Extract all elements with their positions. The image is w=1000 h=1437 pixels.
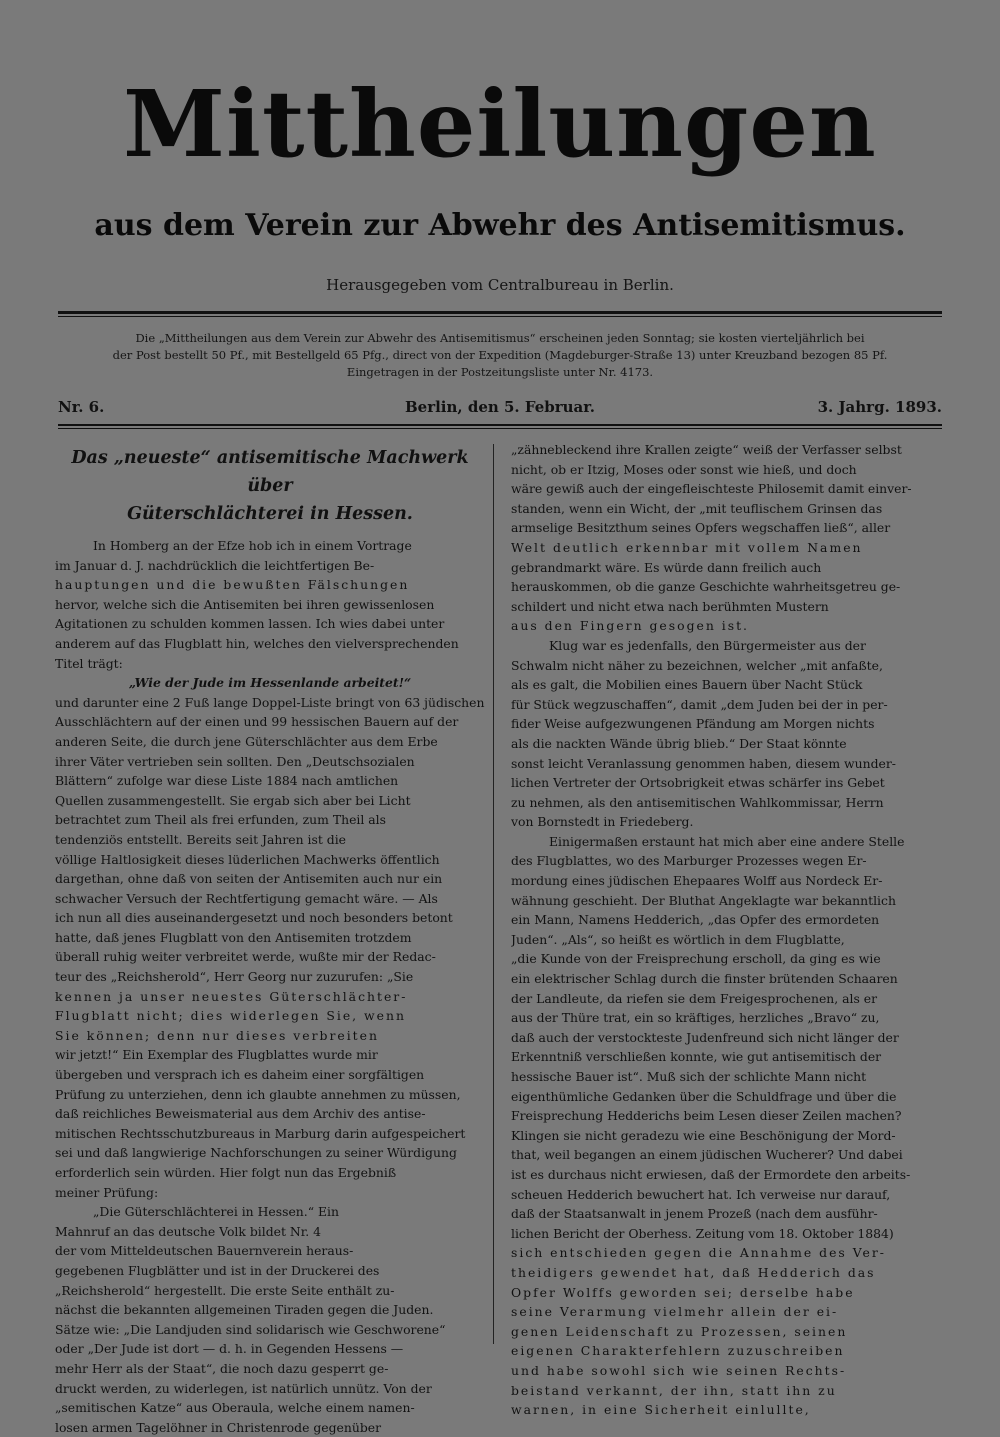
- text-line: „Wie der Jude im Hessenlande arbeitet!“: [128, 675, 412, 691]
- text-line: Quellen zusammengestellt. Sie ergab sich aber bei Licht: [55, 792, 411, 808]
- text-line: im Januar d. J. nachdrücklich die leichtfertigen Be-: [55, 557, 375, 573]
- text-line: Einigermaßen erstaunt hat mich aber eine andere Stelle: [549, 833, 905, 849]
- top-rule-thin: [58, 316, 942, 317]
- issue-rule-thick: [58, 424, 942, 426]
- text-line: warnen, in eine Sicherheit einlullte,: [511, 1402, 811, 1418]
- text-line: aus der Thüre trat, ein so kräftiges, herzliches „Bravo“ zu,: [511, 1010, 880, 1026]
- publisher-line: Herausgegeben vom Centralbureau in Berlin.: [326, 276, 674, 294]
- top-rule-thick: [58, 311, 942, 314]
- text-line: der Landleute, da riefen sie dem Freigesprochenen, als er: [511, 990, 878, 1006]
- text-line: Mahnruf an das deutsche Volk bildet Nr. 4: [55, 1223, 322, 1239]
- text-line: hessische Bauer ist“. Muß sich der schlichte Mann nicht: [511, 1069, 867, 1084]
- masthead-subtitle: aus dem Verein zur Abwehr des Antisemitismus.: [94, 208, 906, 243]
- text-line: betrachtet zum Theil als frei erfunden, zum Theil als: [55, 812, 387, 828]
- text-line: ihrer Väter vertrieben sein sollten. Den „Deutschsozialen: [55, 753, 415, 769]
- text-line: Titel trägt:: [55, 655, 123, 671]
- text-line: armselige Besitzthum seines Opfers wegschaffen ließ“, aller: [511, 520, 891, 536]
- text-line: beistand verkannt, der ihn, statt ihn zu: [511, 1382, 837, 1398]
- issue-number: Nr. 6.: [58, 398, 105, 416]
- text-line: mehr Herr als der Staat“, die noch dazu gesperrt ge-: [55, 1360, 389, 1376]
- text-line: Flugblatt nicht; dies widerlegen Sie, wenn: [55, 1008, 406, 1024]
- text-line: Klingen sie nicht geradezu wie eine Beschönigung der Mord-: [511, 1127, 896, 1143]
- text-line: Ausschlächtern auf der einen und 99 hessischen Bauern auf der: [55, 714, 459, 730]
- text-line: hauptungen und die bewußten Fälschungen: [55, 577, 410, 593]
- text-line: des Flugblattes, wo des Marburger Prozesses wegen Er-: [511, 853, 867, 869]
- text-line: völlige Haltlosigkeit dieses lüderlichen Machwerks öffentlich: [55, 851, 440, 867]
- text-line: Schwalm nicht näher zu bezeichnen, welcher „mit anfaßte,: [511, 657, 883, 673]
- text-line: hatte, daß jenes Flugblatt von den Antisemiten trotzdem: [55, 929, 412, 945]
- text-line: eigenthümliche Gedanken über die Schuldfrage und über die: [511, 1088, 897, 1104]
- text-line: nicht, ob er Itzig, Moses oder sonst wie hieß, und doch: [511, 461, 857, 477]
- right-column-text: [511, 440, 941, 1420]
- text-line: fider Weise aufgezwungenen Pfändung am Morgen nichts: [511, 716, 875, 732]
- subscription-notice: [70, 330, 930, 381]
- column-divider: [493, 444, 494, 1344]
- text-line: ist es durchaus nicht erwiesen, daß der Ermordete den arbeits-: [511, 1166, 911, 1182]
- text-line: scheuen Hedderich bewuchert hat. Ich verweise nur darauf,: [511, 1186, 891, 1202]
- text-line: gegebenen Flugblätter und ist in der Druckerei des: [55, 1262, 380, 1278]
- text-line: erforderlich sein würden. Hier folgt nun das Ergebniß: [55, 1165, 397, 1180]
- text-line: ein Mann, Namens Hedderich, „das Opfer des ermordeten: [511, 912, 880, 928]
- text-line: sei und daß langwierige Nachforschungen zu seiner Würdigung: [55, 1145, 457, 1161]
- notice-line: der Post bestellt 50 Pf., mit Bestellgeld 65 Pfg., direct von der Expedition (Magdeburger-Straße 13) unter Kreuzband bezogen 85 Pf.: [112, 348, 888, 362]
- text-line: Erkenntniß verschließen konnte, wie gut antisemitisch der: [511, 1049, 882, 1065]
- issue-rule-thin: [58, 428, 942, 429]
- text-line: übergeben und versprach ich es daheim einer sorgfältigen: [55, 1067, 425, 1083]
- text-line: In Homberg an der Efze hob ich in einem Vortrage: [93, 538, 412, 553]
- text-line: theidigers gewendet hat, daß Hedderich das: [511, 1264, 876, 1280]
- text-line: tendenziös entstellt. Bereits seit Jahren ist die: [55, 831, 347, 847]
- text-line: seine Verarmung vielmehr allein der ei-: [511, 1304, 839, 1320]
- text-line: meiner Prüfung:: [55, 1184, 159, 1200]
- text-line: sonst leicht Veranlassung genommen haben, diesem wunder-: [511, 755, 896, 771]
- text-line: für Stück wegzuschaffen“, damit „dem Juden bei der in per-: [511, 696, 888, 712]
- article-column-left: [55, 440, 485, 1437]
- text-line: „Die Güterschlächterei in Hessen.“ Ein: [93, 1204, 339, 1220]
- text-line: Prüfung zu unterziehen, denn ich glaubte annehmen zu müssen,: [55, 1086, 461, 1102]
- text-line: druckt werden, zu widerlegen, ist natürlich unnütz. Von der: [55, 1380, 432, 1396]
- text-line: daß der Staatsanwalt in jenem Prozeß (nach dem ausführ-: [511, 1206, 878, 1222]
- text-line: anderem auf das Flugblatt hin, welches den vielversprechenden: [55, 635, 459, 651]
- text-line: anderen Seite, die durch jene Güterschlächter aus dem Erbe: [55, 733, 438, 749]
- text-line: Klug war es jedenfalls, den Bürgermeister aus der: [549, 637, 866, 653]
- text-line: und darunter eine 2 Fuß lange Doppel-Liste bringt von 63 jüdischen: [55, 694, 485, 710]
- text-line: dargethan, ohne daß von seiten der Antisemiten auch nur ein: [55, 871, 443, 887]
- left-column-text: [55, 536, 485, 1437]
- text-line: standen, wenn ein Wicht, der „mit teuflischem Grinsen das: [511, 500, 883, 516]
- text-line: aus den Fingern gesogen ist.: [511, 618, 749, 634]
- text-line: kennen ja unser neuestes Güterschlächter-: [55, 988, 408, 1004]
- text-line: daß reichliches Beweismaterial aus dem Archiv des antise-: [55, 1106, 426, 1122]
- text-line: lichen Vertreter der Ortsobrigkeit etwas schärfer ins Gebet: [511, 775, 885, 791]
- issue-date: Berlin, den 5. Februar.: [404, 398, 596, 416]
- headline-line: Güterschlächterei in Hessen.: [127, 504, 413, 524]
- text-line: „semitischen Katze“ aus Oberaula, welche einem namen-: [55, 1400, 415, 1416]
- text-line: Blättern“ zufolge war diese Liste 1884 nach amtlichen: [55, 773, 399, 789]
- text-line: ein elektrischer Schlag durch die finster brütenden Schaaren: [511, 971, 898, 987]
- text-line: als die nackten Wände übrig blieb.“ Der Staat könnte: [511, 735, 847, 751]
- text-line: „zähnebleckend ihre Krallen zeigte“ weiß der Verfasser selbst: [511, 442, 902, 457]
- text-line: wir jetzt!“ Ein Exemplar des Flugblattes wurde mir: [55, 1047, 378, 1063]
- text-line: „Reichsherold“ hergestellt. Die erste Seite enthält zu-: [55, 1282, 395, 1298]
- text-line: oder „Der Jude ist dort — d. h. in Gegenden Hessens —: [55, 1341, 404, 1357]
- notice-line: Die „Mittheilungen aus dem Verein zur Abwehr des Antisemitismus“ erscheinen jeden Sonntag; sie kosten vierteljährlich bei: [135, 331, 865, 345]
- text-line: und habe sowohl sich wie seinen Rechts-: [511, 1362, 847, 1378]
- text-line: schwacher Versuch der Rechtfertigung gemacht wäre. — Als: [55, 890, 438, 906]
- text-line: „die Kunde von der Freisprechung erscholl, da ging es wie: [511, 951, 881, 967]
- text-line: Welt deutlich erkennbar mit vollem Namen: [511, 539, 863, 555]
- text-line: lichen Bericht der Oberhess. Zeitung vom 18. Oktober 1884): [511, 1225, 894, 1241]
- text-line: ich nun all dies auseinandergesetzt und noch besonders betont: [55, 910, 453, 926]
- text-line: Juden“. „Als“, so heißt es wörtlich in dem Flugblatte,: [511, 931, 845, 947]
- issue-year: 3. Jahrg. 1893.: [817, 398, 942, 416]
- text-line: wähnung geschieht. Der Bluthat Angeklagte war bekanntlich: [511, 892, 896, 908]
- text-line: der vom Mitteldeutschen Bauernverein heraus-: [55, 1243, 354, 1259]
- text-line: sich entschieden gegen die Annahme des Ver-: [511, 1245, 886, 1261]
- article-column-right: [511, 440, 941, 1420]
- text-line: herauskommen, ob die ganze Geschichte wahrheitsgetreu ge-: [511, 579, 901, 595]
- text-line: überall ruhig weiter verbreitet werde, wußte mir der Redac-: [55, 949, 436, 965]
- text-line: genen Leidenschaft zu Prozessen, seinen: [511, 1323, 848, 1339]
- text-line: mitischen Rechtsschutzbureaus in Marburg darin aufgespeichert: [55, 1125, 466, 1141]
- text-line: von Bornstedt in Friedeberg.: [511, 814, 694, 830]
- text-line: nächst die bekannten allgemeinen Tiraden gegen die Juden.: [55, 1302, 434, 1318]
- notice-line: Eingetragen in der Postzeitungsliste unter Nr. 4173.: [346, 365, 654, 379]
- article-headline: [55, 444, 485, 528]
- text-line: als es galt, die Mobilien eines Bauern über Nacht Stück: [511, 677, 863, 693]
- masthead-title: Mittheilungen: [123, 70, 877, 178]
- text-line: wäre gewiß auch der eingefleischteste Philosemit damit einver-: [511, 481, 912, 497]
- text-line: Opfer Wolffs geworden sei; derselbe habe: [511, 1284, 855, 1300]
- text-line: daß auch der verstockteste Judenfreund sich nicht länger der: [511, 1029, 899, 1045]
- text-line: schildert und nicht etwa nach berühmten Mustern: [511, 598, 829, 614]
- text-line: zu nehmen, als den antisemitischen Wahlkommissar, Herrn: [511, 794, 884, 810]
- headline-line: Das „neueste“ antisemitische Machwerk über: [71, 448, 469, 496]
- text-line: losen armen Tagelöhner in Christenrode gegenüber: [55, 1419, 382, 1435]
- text-line: mordung eines jüdischen Ehepaares Wolff aus Nordeck Er-: [511, 873, 883, 889]
- text-line: that, weil begangen an einem jüdischen Wucherer? Und dabei: [511, 1147, 903, 1163]
- text-line: Freisprechung Hedderichs beim Lesen dieser Zeilen machen?: [511, 1108, 902, 1124]
- issue-line: [58, 398, 942, 420]
- text-line: hervor, welche sich die Antisemiten bei ihren gewissenlosen: [55, 596, 435, 612]
- text-line: Sätze wie: „Die Landjuden sind solidarisch wie Geschworene“: [55, 1321, 446, 1337]
- text-line: Agitationen zu schulden kommen lassen. Ich wies dabei unter: [55, 616, 445, 632]
- text-line: gebrandmarkt wäre. Es würde dann freilich auch: [511, 559, 822, 575]
- text-line: eigenen Charakterfehlern zuzuschreiben: [511, 1343, 845, 1359]
- text-line: Sie können; denn nur dieses verbreiten: [55, 1027, 379, 1043]
- text-line: teur des „Reichsherold“, Herr Georg nur zuzurufen: „Sie: [55, 969, 414, 985]
